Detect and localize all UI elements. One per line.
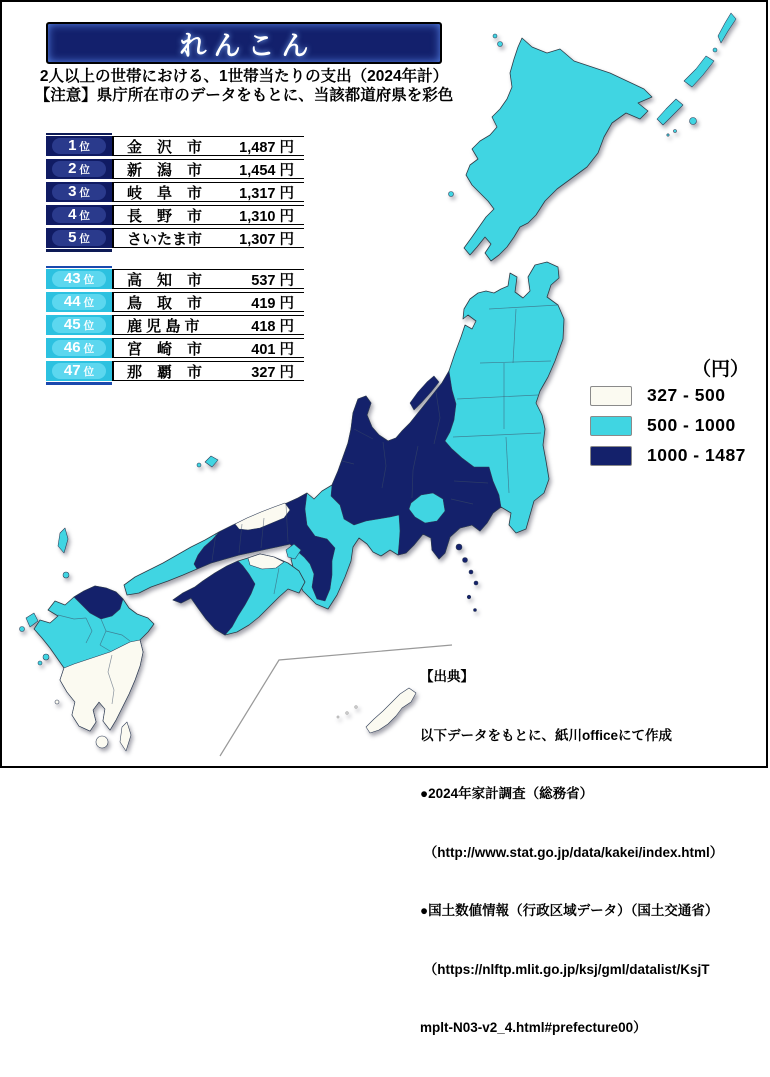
rank-cell: 46 位	[46, 338, 112, 358]
island-rebun	[493, 34, 497, 38]
legend-swatch-low	[590, 386, 632, 406]
spend-value: 1,310 円	[239, 208, 294, 225]
legend-label: 500 - 1000	[647, 415, 736, 435]
city-name: さいたま市	[127, 230, 203, 248]
source-line: ●2024年家計調査（総務省）	[420, 786, 594, 801]
ranking-table-top	[46, 136, 304, 251]
source-line: ●国土数値情報（行政区域データ）（国土交通省）	[420, 903, 719, 918]
city-name: 宮 崎 市	[127, 340, 203, 358]
legend-item	[590, 445, 746, 466]
table-row	[46, 292, 304, 312]
source-line: mplt-N03-v2_4.html#prefecture00）	[420, 1020, 647, 1035]
legend-swatch-high	[590, 446, 632, 466]
legend	[590, 385, 746, 475]
island-okinawa	[366, 688, 416, 733]
inset-fold-line	[220, 645, 452, 756]
source-line: （https://nlftp.mlit.go.jp/ksj/gml/datalist/KsjT	[420, 961, 710, 977]
source-note	[420, 628, 723, 1077]
spend-value: 401 円	[251, 341, 294, 358]
island-rishiri	[498, 42, 503, 47]
city-name: 高 知 市	[127, 271, 203, 289]
city-name: 長 野 市	[127, 207, 203, 225]
rank-cell: 47 位	[46, 361, 112, 381]
city-name: 金 沢 市	[127, 138, 203, 156]
subtitle-line-2: 【注意】県庁所在市のデータをもとに、当該都道府県を彩色	[34, 87, 454, 104]
island-amakusa	[38, 654, 49, 665]
rank-cell: 2 位	[46, 159, 112, 179]
subtitle-line-1: 2人以上の世帯における、1世帯当たりの支出（2024年計）	[39, 68, 449, 85]
table-row	[46, 205, 304, 225]
legend-swatch-mid	[590, 416, 632, 436]
city-name: 鳥 取 市	[127, 294, 203, 312]
table-row	[46, 136, 304, 156]
okinawa-islets	[337, 706, 358, 719]
spend-value: 1,487 円	[239, 139, 294, 156]
legend-label: 1000 - 1487	[647, 445, 746, 465]
subtitle	[16, 67, 472, 105]
island-okushiri	[449, 192, 454, 197]
spend-value: 1,307 円	[239, 231, 294, 248]
table-row	[46, 315, 304, 335]
legend-item	[590, 415, 746, 436]
legend-item	[590, 385, 746, 406]
city-name: 岐 阜 市	[127, 184, 203, 202]
island-tanegashima	[120, 722, 131, 751]
table-row	[46, 159, 304, 179]
source-line: 【出典】	[420, 669, 474, 684]
title-box	[46, 22, 442, 64]
island-yakushima	[96, 736, 108, 748]
region-hokkaido	[464, 38, 652, 261]
rank-cell: 44 位	[46, 292, 112, 312]
rank-cell: 4 位	[46, 205, 112, 225]
table-row	[46, 361, 304, 381]
table-row	[46, 269, 304, 289]
city-name: 那 覇 市	[127, 363, 203, 381]
rank-cell: 43 位	[46, 269, 112, 289]
spend-value: 418 円	[251, 318, 294, 335]
table-row	[46, 338, 304, 358]
island-kuriles	[657, 13, 736, 136]
rank-cell: 1 位	[46, 136, 112, 156]
legend-label: 327 - 500	[647, 385, 726, 405]
spend-value: 1,317 円	[239, 185, 294, 202]
spend-value: 1,454 円	[239, 162, 294, 179]
island-koshikijima	[55, 700, 59, 704]
island-izu-islands	[456, 544, 478, 612]
rank-cell: 5 位	[46, 228, 112, 248]
spend-value: 537 円	[251, 272, 294, 289]
city-name: 鹿 児 島 市	[127, 317, 200, 335]
rank-cell: 45 位	[46, 315, 112, 335]
island-iki	[63, 572, 69, 578]
island-tsushima	[58, 528, 68, 553]
spend-value: 419 円	[251, 295, 294, 312]
source-line: （http://www.stat.go.jp/data/kakei/index.html）	[420, 844, 724, 860]
spend-value: 327 円	[251, 364, 294, 381]
source-line: 以下データをもとに、紙川officeにて作成	[420, 727, 673, 743]
island-oki	[197, 456, 218, 467]
legend-unit-label: （円）	[692, 359, 750, 380]
rank-cell: 3 位	[46, 182, 112, 202]
page-title: れんこん	[179, 30, 316, 61]
city-name: 新 潟 市	[127, 161, 203, 179]
table-row	[46, 182, 304, 202]
ranking-table-bottom	[46, 269, 304, 384]
table-row	[46, 228, 304, 248]
